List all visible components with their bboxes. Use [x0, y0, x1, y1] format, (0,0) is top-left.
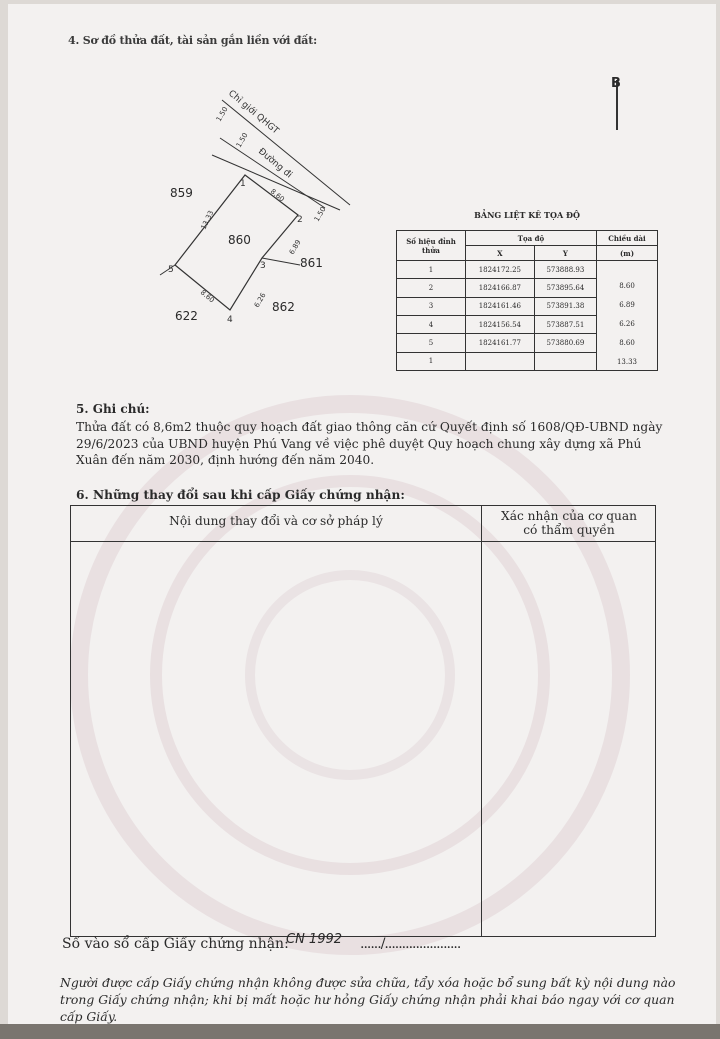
point-5: 5 — [168, 265, 174, 275]
neighbor-boundary — [262, 258, 300, 265]
section-4-title: 4. Sơ đồ thửa đất, tài sản gắn liền với đất: — [68, 34, 317, 47]
dim-edge-3-4: 6.26 — [252, 291, 268, 309]
background-edge — [0, 1024, 720, 1039]
parcel-sketch — [150, 80, 380, 330]
table-row: 2 1824166.87 573895.64 — [397, 279, 658, 297]
table-row: 5 1824161.77 573880.69 — [397, 334, 658, 352]
col-x-header: X — [466, 246, 535, 261]
length-column: 8.60 6.89 6.26 8.60 13.33 — [597, 261, 658, 371]
changes-col1-header: Nội dung thay đổi và cơ sở pháp lý — [169, 514, 383, 528]
road-edge-line — [220, 138, 325, 208]
dim-road-inner: 1.50 — [234, 131, 250, 149]
dim-edge-5-1: 13.33 — [199, 209, 216, 231]
parcel-861: 861 — [300, 256, 323, 270]
road-boundary-label: Chỉ giới QHGT — [226, 88, 281, 137]
changes-column-divider — [481, 506, 482, 936]
parcel-860: 860 — [228, 233, 251, 247]
changes-col2-header: Xác nhận của cơ quan có thẩm quyền — [501, 509, 637, 537]
table-row: 4 1824156.54 573887.51 — [397, 315, 658, 333]
north-label: B — [611, 76, 621, 91]
registry-dots: ....../...................... — [360, 936, 461, 952]
dim-road-side: 1.50 — [312, 205, 328, 223]
dim-edge-1-2: 8.60 — [268, 187, 286, 204]
point-3: 3 — [260, 261, 266, 271]
coord-table-title: BẢNG LIỆT KÊ TỌA ĐỘ — [474, 210, 580, 220]
dim-edge-2-3: 6.89 — [287, 238, 303, 256]
point-2: 2 — [297, 215, 303, 225]
point-4: 4 — [227, 315, 233, 325]
registry-label: Số vào sổ cấp Giấy chứng nhận: — [62, 936, 289, 952]
dim-edge-4-5: 8.60 — [198, 288, 216, 305]
dim-road-top: 1.50 — [214, 105, 230, 123]
table-row: 1 1824172.25 573888.93 8.60 6.89 6.26 8.60 13.33 — [397, 261, 658, 279]
notes-title: 5. Ghi chú: — [76, 402, 150, 416]
changes-table — [70, 505, 656, 937]
col-y-header: Y — [534, 246, 596, 261]
registry-number: CN 1992 — [286, 932, 343, 947]
col-unit-header: (m) — [597, 246, 658, 261]
notes-text: Thửa đất có 8,6m2 thuộc quy hoạch đất giao thông căn cứ Quyết định số 1608/QĐ-UBND ngày 29/6/2023 của UBND huyện Phú Vang về việc phê duyệt Quy hoạch chung xây dựng xã Phú Xuân đến năm 2030, định hướng đến năm 2040. — [76, 420, 663, 467]
changes-header-divider — [71, 541, 655, 542]
col-point-header: Số hiệu đỉnh thửa — [397, 231, 466, 261]
parcel-859: 859 — [170, 186, 193, 200]
parcel-862: 862 — [272, 300, 295, 314]
col-length-header: Chiều dài — [597, 231, 658, 246]
table-row: 3 1824161.46 573891.38 — [397, 297, 658, 315]
col-coord-header: Tọa độ — [466, 231, 597, 246]
table-row: 1 — [397, 352, 658, 370]
road-name-label: Đường đi — [256, 146, 294, 181]
point-1: 1 — [240, 179, 246, 189]
coord-table — [396, 230, 658, 371]
parcel-622: 622 — [175, 309, 198, 323]
footer-warning: Người được cấp Giấy chứng nhận không được sửa chữa, tẩy xóa hoặc bổ sung bất kỳ nội dung nào trong Giấy chứng nhận; khi bị mất hoặc hư hỏng Giấy chứng nhận phải khai báo ngay với cơ quan cấp Giấy. — [60, 975, 676, 1024]
changes-title: 6. Những thay đổi sau khi cấp Giấy chứng nhận: — [76, 488, 405, 502]
